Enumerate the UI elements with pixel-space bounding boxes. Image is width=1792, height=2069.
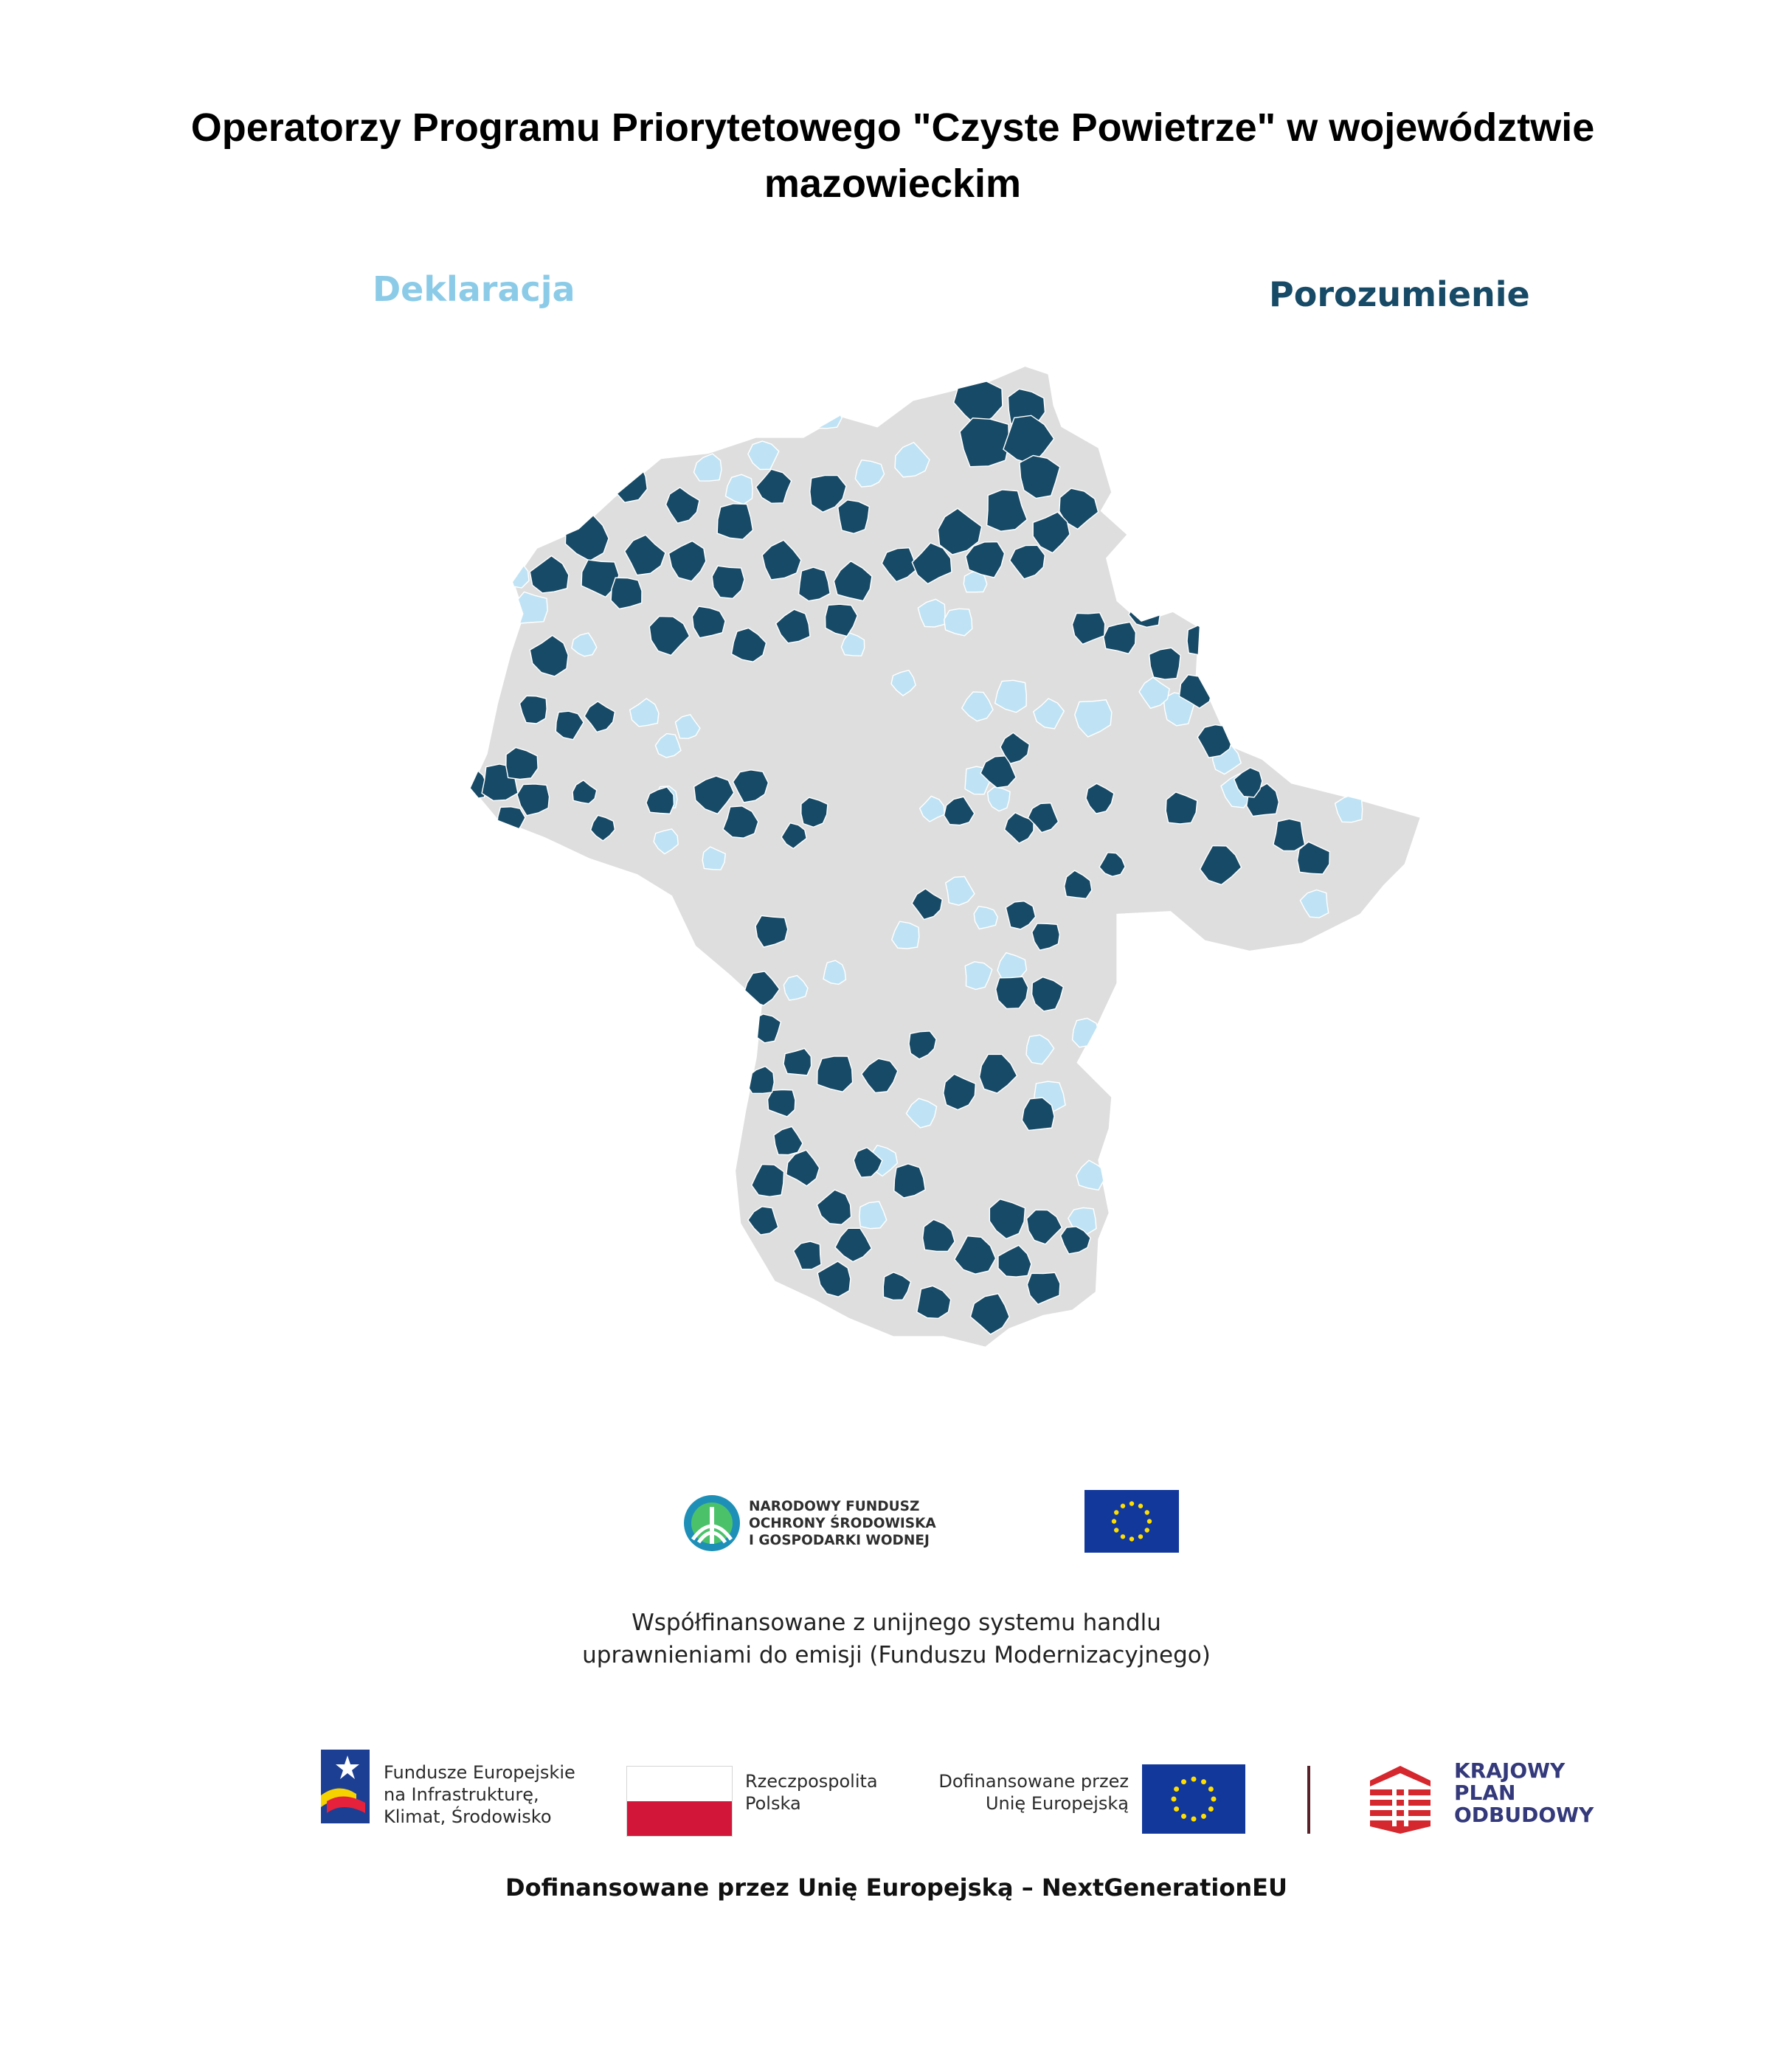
eu-star-icon [1181,1779,1186,1784]
eu-star-icon [1129,1501,1134,1505]
agreement-municipality [611,578,642,609]
kpo-emblem-icon [1369,1764,1432,1835]
fundusze-europejskie-text [384,1761,575,1828]
eu-star-icon [1138,1504,1143,1508]
eu-star-icon [1201,1814,1206,1819]
nfosigw-logo [682,1494,948,1553]
declaration-municipality [1203,644,1232,672]
eu-flag-icon-2 [1142,1764,1245,1834]
cofinance-statement [575,1607,1217,1671]
eu-line-1: Dofinansowane przez [938,1771,1129,1792]
logo-divider [1307,1766,1310,1834]
agreement-municipality [717,504,753,539]
agreement-municipality [532,505,564,538]
kpo-line-2: PLAN [1454,1781,1516,1805]
rp-line-1: Rzeczpospolita [745,1771,878,1792]
page-title: Operatorzy Programu Priorytetowego "Czyste Powietrze" w województwie mazowieckim [190,105,1595,206]
declaration-municipality [814,401,842,428]
declaration-municipality [1073,1018,1099,1047]
cofinance-line-1: Współfinansowane z unijnego systemu handlu [632,1609,1161,1636]
agreement-municipality [1149,648,1180,679]
eu-star-icon [1145,1510,1149,1514]
declaration-municipality [677,1033,709,1067]
eu-star-icon [1114,1510,1118,1514]
fe-line-3: Klimat, Środowisko [384,1806,552,1827]
eu-star-icon [1145,1528,1149,1532]
eu-star-icon [1121,1534,1125,1539]
eu-star-icon [1114,1528,1118,1532]
fe-line-2: na Infrastrukturę, [384,1784,539,1805]
funding-logo-strip [299,1726,1612,1844]
eu-star-icon [1138,1534,1143,1539]
eu-flag-icon [1084,1490,1179,1553]
map-svg [457,361,1461,1394]
voivodeship-map [457,361,1461,1394]
declaration-municipality [974,907,997,929]
rp-line-2: Polska [745,1793,801,1814]
nextgeneu-statement: Dofinansowane przez Unię Europejską – NextGenerationEU [505,1874,1287,1902]
eu-star-icon [1201,1779,1206,1784]
kpo-text [1454,1760,1594,1826]
kpo-line-3: ODBUDOWY [1454,1803,1594,1827]
declaration-municipality [699,1042,732,1074]
fundusze-europejskie-icon [321,1750,370,1823]
agreement-municipality [1273,819,1305,850]
declaration-municipality [1236,629,1263,656]
nfosigw-emblem-icon [682,1494,741,1553]
agreement-municipality [838,500,870,533]
eu-line-2: Unię Europejską [985,1793,1129,1814]
agreement-municipality [799,567,831,601]
kpo-line-1: KRAJOWY [1454,1758,1566,1783]
eu-star-icon [1129,1536,1134,1541]
eu-star-icon [1147,1519,1152,1523]
eu-star-icon [1172,1797,1177,1802]
agreement-municipality [817,1056,853,1092]
eu-star-icon [1191,1817,1197,1822]
fe-line-1: Fundusze Europejskie [384,1762,575,1783]
agreement-municipality [1187,624,1219,656]
eu-cofinance-text [926,1770,1129,1815]
eu-star-icon [1208,1786,1214,1792]
agreement-municipality [497,807,525,835]
eu-star-icon [1181,1814,1186,1819]
legend-agreement-label: Porozumienie [1269,274,1530,314]
eu-star-icon [1211,1797,1217,1802]
eu-star-icon [1191,1777,1197,1782]
eu-star-icon [1174,1806,1179,1812]
rzeczpospolita-polska-text [745,1770,878,1815]
eu-star-icon [1174,1786,1179,1792]
map-base [471,366,1421,1348]
nfosigw-name: NARODOWY FUNDUSZ OCHRONY ŚRODOWISKA I GOSPODARKI WODNEJ [749,1499,936,1548]
eu-star-icon [1208,1806,1214,1812]
poland-flag-icon [626,1766,733,1837]
legend-declaration-label: Deklaracja [373,269,575,309]
agreement-municipality [1104,622,1136,654]
agreement-municipality [960,418,1009,467]
eu-star-icon [1121,1504,1125,1508]
eu-star-icon [1112,1519,1116,1523]
cofinance-line-2: uprawnieniami do emisji (Funduszu Modernizacyjnego) [582,1642,1211,1668]
declaration-municipality [1259,731,1292,763]
